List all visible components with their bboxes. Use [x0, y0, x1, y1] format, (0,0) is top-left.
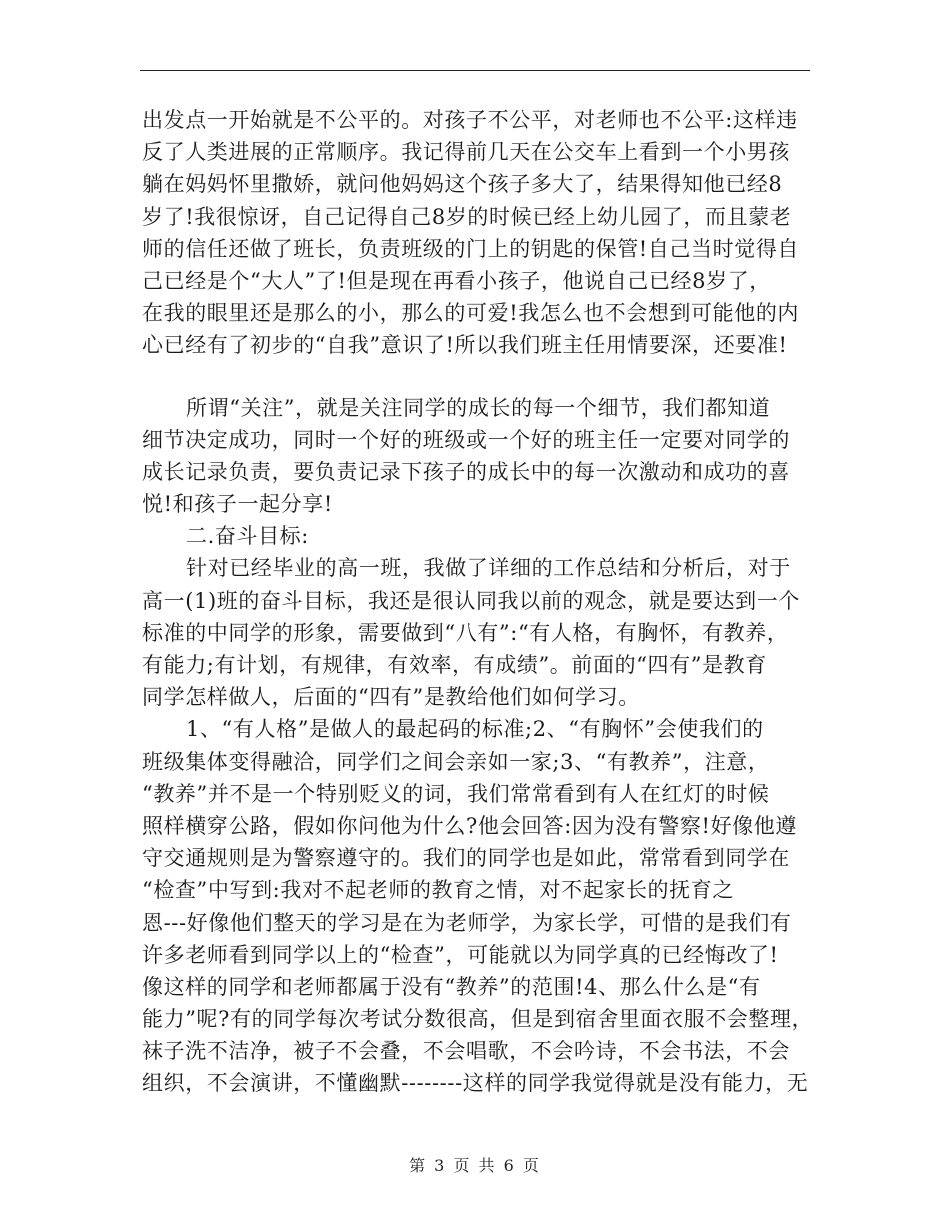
text-line: 同学怎样做人，后面的“四有”是教给他们如何学习。 — [142, 685, 640, 710]
text-line: 像这样的同学和老师都属于没有“教养”的范围!4、那么什么是“有 — [142, 974, 761, 999]
text-line: 出发点一开始就是不公平的。对孩子不公平，对老师也不公平:这样违 — [142, 108, 798, 132]
text-line: 守交通规则是为警察遵守的。我们的同学也是如此，常常看到同学在 — [142, 846, 790, 871]
text-line: 己已经是个“大人”了!但是现在再看小孩子，他说自己已经8岁了， — [142, 268, 771, 293]
text-line: 能力”呢?有的同学每次考试分数很高，但是到宿舍里面衣服不会整理， — [142, 1007, 814, 1032]
paragraph-3 — [142, 552, 812, 713]
text-line: 岁了!我很惊讶，自己记得自己8岁的时候已经上幼儿园了，而且蒙老 — [142, 204, 792, 229]
paragraph-gap — [142, 362, 812, 392]
text-line: 躺在妈妈怀里撒娇，就问他妈妈这个孩子多大了，结果得知他已经8 — [142, 172, 783, 197]
text-line: 照样横穿公路，假如你问他为什么?他会回答:因为没有警察!好像他遵 — [142, 813, 797, 838]
text-line: 所谓“关注”，就是关注同学的成长的每一个细节，我们都知道 — [186, 395, 771, 420]
text-line: 恩---好像他们整天的学习是在为老师学，为家长学，可惜的是我们有 — [142, 910, 792, 935]
text-line: 在我的眼里还是那么的小，那么的可爱!我怎么也不会想到可能他的内 — [142, 301, 800, 326]
section-heading: 二.奋斗目标: — [186, 524, 309, 549]
page-number-footer: 第 3 页 共 6 页 — [409, 1156, 541, 1175]
text-line: 师的信任还做了班长，负责班级的门上的钥匙的保管!自己当时觉得自 — [142, 236, 800, 261]
text-line: “检查”中写到:我对不起老师的教育之情，对不起家长的抚育之 — [142, 878, 734, 903]
text-line: 1、“有人格”是做人的最起码的标准;2、“有胸怀”会使我们的 — [186, 717, 764, 742]
text-line: 许多老师看到同学以上的“检查”，可能就以为同学真的已经悔改了! — [142, 942, 779, 967]
text-line: 反了人类进展的正常顺序。我记得前几天在公交车上看到一个小男孩 — [142, 140, 790, 165]
paragraph-4 — [142, 713, 812, 1099]
text-line: 高一(1)班的奋斗目标，我还是很认同我以前的观念，就是要达到一个 — [142, 588, 800, 613]
text-line: 成长记录负责，要负责记录下孩子的成长中的每一次激动和成功的喜 — [142, 459, 790, 484]
text-line: “教养”并不是一个特别贬义的词，我们常常看到有人在红灯的时候 — [142, 781, 770, 806]
text-line: 细节决定成功，同时一个好的班级或一个好的班主任一定要对同学的 — [142, 427, 790, 452]
paragraph-1 — [142, 104, 812, 362]
text-line: 袜子洗不洁净，被子不会叠，不会唱歌，不会吟诗，不会书法，不会 — [142, 1039, 790, 1064]
document-body — [142, 104, 812, 1100]
paragraph-2 — [142, 392, 812, 521]
text-line: 标准的中同学的形象，需要做到“八有”:“有人格，有胸怀，有教养， — [142, 620, 789, 645]
text-line: 悦!和孩子一起分享! — [142, 492, 333, 517]
text-line: 组织，不会演讲，不懂幽默--------这样的同学我觉得就是没有能力，无 — [142, 1071, 809, 1096]
text-line: 班级集体变得融洽，同学们之间会亲如一家;3、“有教养”，注意， — [142, 749, 770, 774]
header-rule — [140, 70, 810, 71]
text-line: 心已经有了初步的“自我”意识了!所以我们班主任用情要深，还要准! — [142, 333, 788, 358]
text-line: 针对已经毕业的高一班，我做了详细的工作总结和分析后，对于 — [186, 556, 791, 581]
text-line: 有能力;有计划，有规律，有效率，有成绩”。前面的“四有”是教育 — [142, 653, 767, 677]
